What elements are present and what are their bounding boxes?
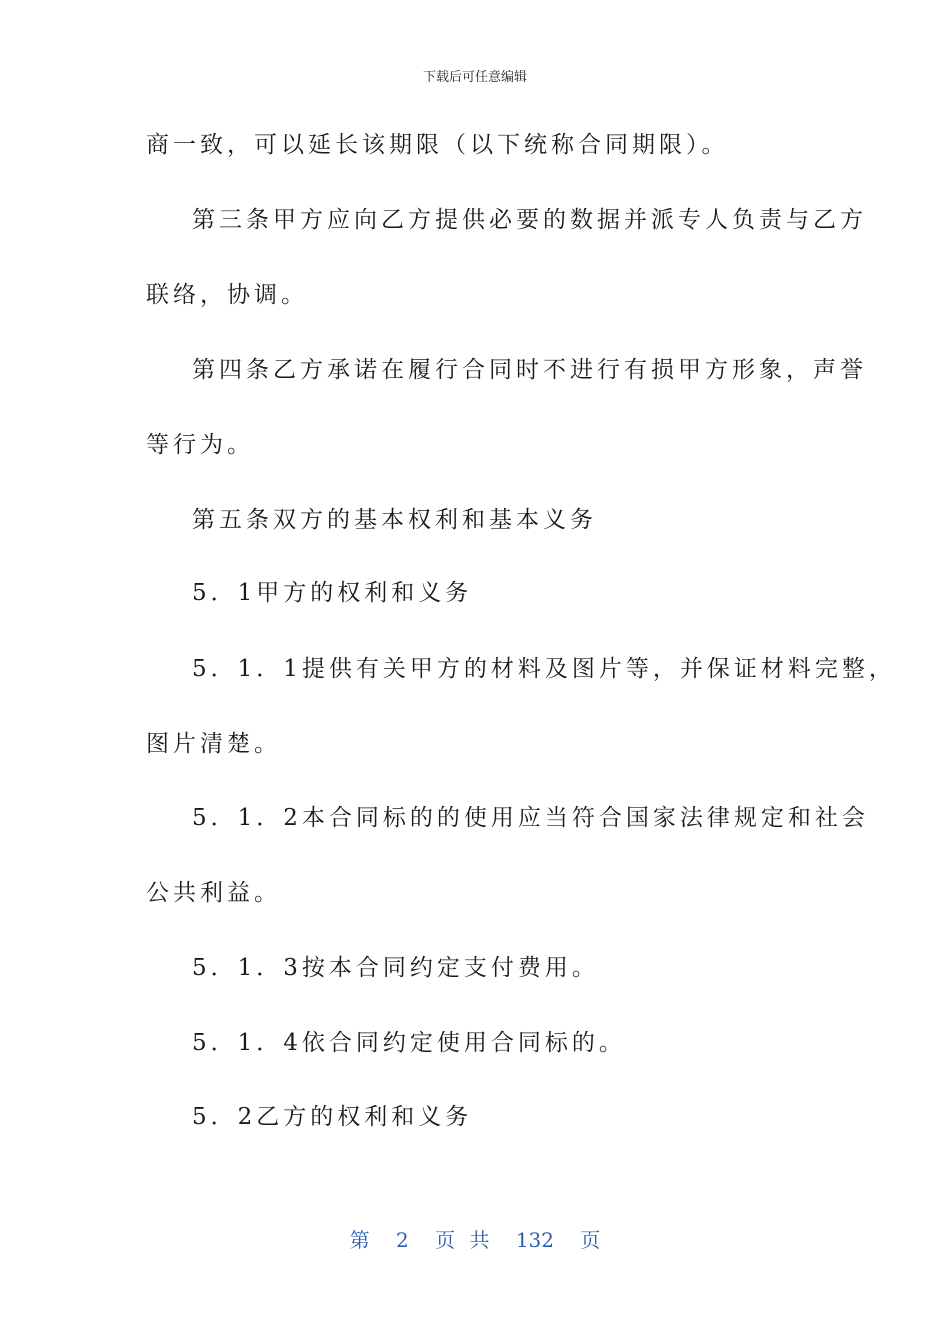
footer-middle: 页 共 xyxy=(435,1228,490,1252)
body-line: 联络，协调。 xyxy=(146,282,308,308)
body-line: 第四条乙方承诺在履行合同时不进行有损甲方形象，声誉 xyxy=(192,357,867,383)
body-line: 5．1．1提供有关甲方的材料及图片等，并保证材料完整， xyxy=(192,656,896,682)
body-line: 5．2乙方的权利和义务 xyxy=(192,1104,473,1130)
body-line: 第三条甲方应向乙方提供必要的数据并派专人负责与乙方 xyxy=(192,207,867,233)
body-line: 第五条双方的基本权利和基本义务 xyxy=(192,507,597,533)
body-line: 公共利益。 xyxy=(146,880,281,906)
body-line: 商一致，可以延长该期限（以下统称合同期限）。 xyxy=(146,132,729,158)
footer-prefix: 第 xyxy=(349,1228,370,1252)
footer-suffix: 页 xyxy=(580,1228,601,1252)
page-footer xyxy=(0,1224,950,1253)
body-line: 5．1．3按本合同约定支付费用。 xyxy=(192,955,599,981)
footer-total-pages: 132 xyxy=(515,1228,554,1252)
footer-page-number: 2 xyxy=(396,1228,409,1252)
body-line: 5．1．2本合同标的的使用应当符合国家法律规定和社会 xyxy=(192,805,869,831)
body-line: 5．1甲方的权利和义务 xyxy=(192,580,473,606)
body-line: 等行为。 xyxy=(146,432,254,458)
body-line: 图片清楚。 xyxy=(146,731,281,757)
page-header: 下载后可任意编辑 xyxy=(422,70,527,85)
body-line: 5．1．4依合同约定使用合同标的。 xyxy=(192,1030,626,1056)
